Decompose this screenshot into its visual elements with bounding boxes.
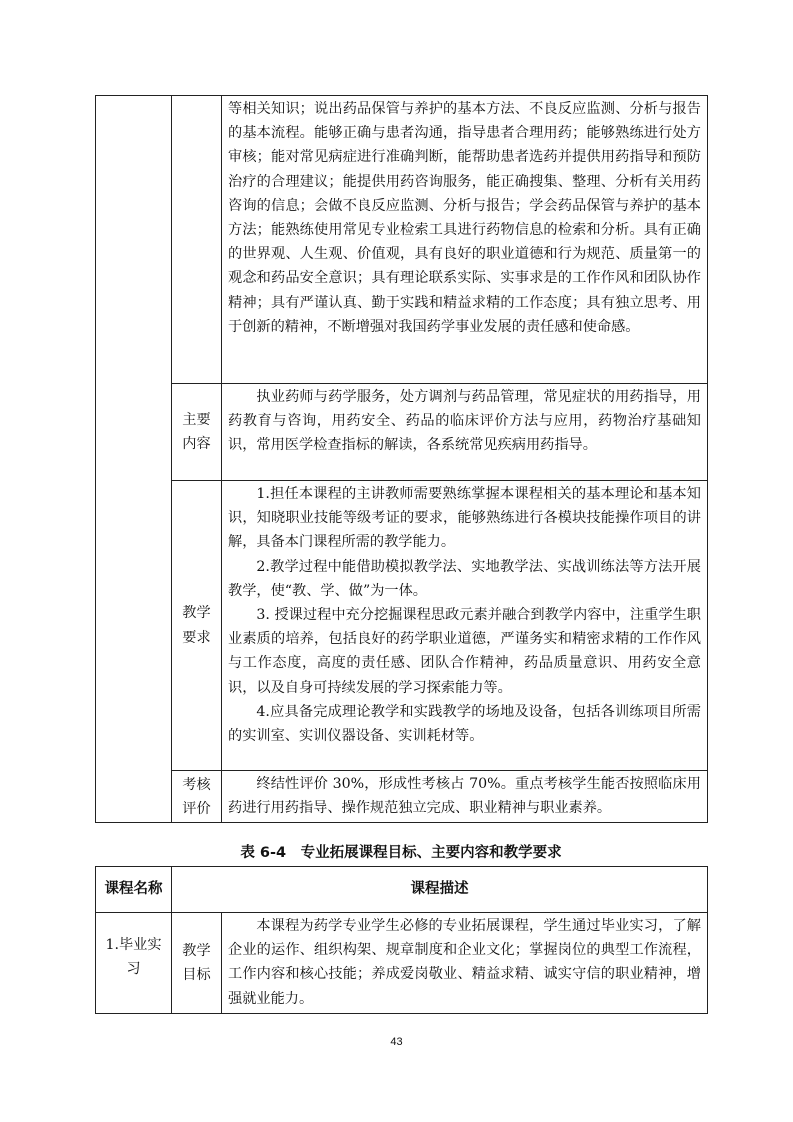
table-header-row [96,867,708,913]
table-row [96,481,708,771]
assessment-cell [222,771,708,823]
teaching-goal-continuation [222,96,708,384]
header-course-description: 课程描述 [172,867,708,913]
teaching-goal-cell [222,913,708,1014]
goal-text: 等相关知识；说出药品保管与养护的基本方法、不良反应监测、分析与报告的基本流程。能够正确与患者沟通，指导患者合理用药；能够熟练进行处方审核；能对常见病症进行准确判断，能帮助患者选药并提供用药指导和预防治疗的合理建议；能提供用药咨询服务，能正确搜集、整理、分析有关用药咨询的信息；会做不良反应监测、分析与报告；学会药品保管与养护的基本方法；能熟练使用常见专业检索工具进行药物信息的检索和分析。具有正确的世界观、人生观、价值观，具有良好的职业道德和行为规范、质量第一的观念和药品安全意识；具有理论联系实际、实事求是的工作作风和团队协作精神；具有严谨认真、勤于实践和精益求精的工作态度；具有独立思考、用于创新的精神，不断增强对我国药学事业发展的责任感和使命感。 [228,101,701,335]
row-label-cell-empty [172,96,222,384]
course-table-continued [95,95,708,823]
requirement-item: 4.应具备完成理论教学和实践教学的场地及设备，包括各训练项目所需的实训室、实训仪器设备、实训耗材等。 [228,703,701,745]
table-row [96,771,708,823]
requirement-item: 3. 授课过程中充分挖掘课程思政元素并融合到教学内容中，注重学生职业素质的培养，包括良好的药学职业道德，严谨务实和精密求精的工作作风与工作态度，高度的责任感、团队合作精神，药品质量意识、用药安全意识，以及自身可持续发展的学习探索能力等。 [228,607,701,696]
requirement-item: 1.担任本课程的主讲教师需要熟练掌握本课程相关的基本理论和基本知识，知晓职业技能等级考证的要求，能够熟练进行各模块技能操作项目的讲解，具备本门课程所需的教学能力。 [228,486,701,551]
assessment-label: 考核评价 [172,771,222,823]
course-name-cell-empty [96,96,172,823]
table-caption: 表 6-4 专业拓展课程目标、主要内容和教学要求 [240,845,562,861]
teaching-goal-label: 教学目标 [172,913,222,1014]
teaching-requirements-cell [222,481,708,771]
table-row [96,96,708,384]
course-name-cell: 1.毕业实习 [96,913,172,1014]
table-row [96,384,708,481]
teaching-requirements-label: 教学要求 [172,481,222,771]
main-content-cell [222,384,708,481]
assessment-text: 终结性评价 30%，形成性考核占 70%。重点考核学生能否按照临床用药进行用药指导、操作规范独立完成、职业精神与职业素养。 [228,776,701,817]
main-content-text: 执业药师与药学服务，处方调剂与药品管理，常见症状的用药指导，用药教育与咨询，用药安全、药品的临床评价方法与应用，药物治疗基础知识，常用医学检查指标的解读，各系统常见疾病用药指导。 [228,389,701,454]
main-content-label: 主要内容 [172,384,222,481]
extension-course-table [95,866,708,1014]
header-course-name: 课程名称 [96,867,172,913]
table-row [96,913,708,1014]
page-number: 43 [390,1036,403,1048]
requirement-item: 2.教学过程中能借助模拟教学法、实地教学法、实战训练法等方法开展教学，使“教、学、做”为一体。 [228,558,701,599]
goal-text: 本课程为药学专业学生必修的专业拓展课程，学生通过毕业实习，了解企业的运作、组织构架、规章制度和企业文化；掌握岗位的典型工作流程，工作内容和核心技能；养成爱岗敬业、精益求精、诚实守信的职业精神，增强就业能力。 [228,918,701,1007]
